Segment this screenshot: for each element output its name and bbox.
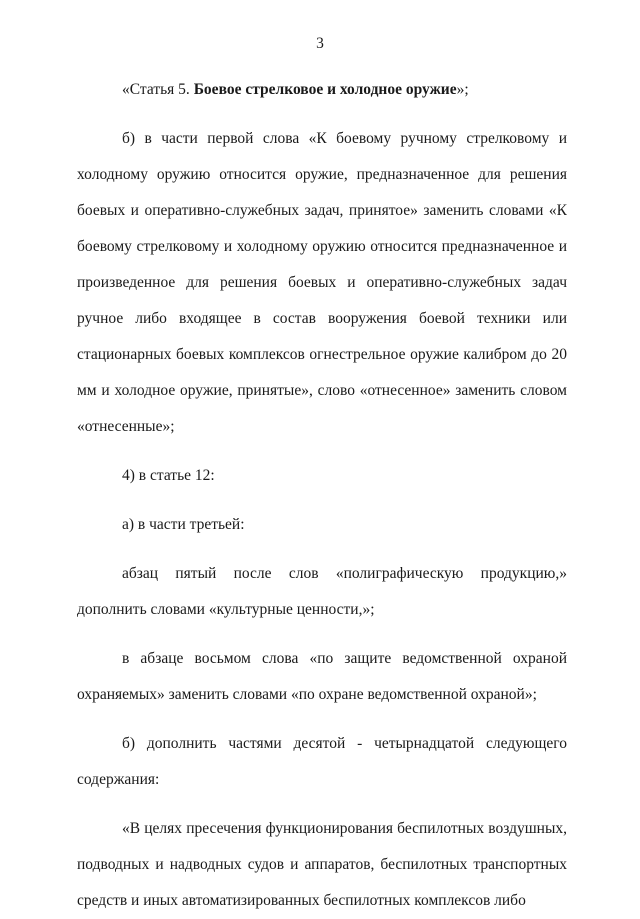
paragraph-b-part-one: б) в части первой слова «К боевому ручному стрелковому и холодному оружию относится оружие, предназначенное для решения боевых и оперативно-служебных задач, принятое» заменить словами «К боевому стрелковому и холодному оружию относится предназначенное и произведенное для решения боевых и оперативно-служебных задач ручное либо входящее в состав вооружения боевой техники или стационарных боевых комплексов огнестрельное оружие калибром до 20 мм и холодное оружие, принятые», слово «отнесенное» заменить словом «отнесенные»; [77,130,567,435]
paragraph-article-5-title [77,72,567,108]
article-title-prefix: «Статья 5. [122,81,194,98]
paragraph-article-12: 4) в статье 12: [122,467,215,484]
paragraph-abzac-eight: в абзаце восьмом слова «по защите ведомственной охраной охраняемых» заменить словами «по охране ведомственной охраной»; [77,650,567,703]
paragraph-quoted-text: «В целях пресечения функционирования беспилотных воздушных, подводных и надводных судов и аппаратов, беспилотных транспортных средств и иных автоматизированных беспилотных комплексов либо [77,820,567,909]
paragraph-abzac-five: абзац пятый после слов «полиграфическую продукцию,» дополнить словами «культурные ценности,»; [77,565,567,618]
article-title-bold: Боевое стрелковое и холодное оружие [193,81,457,98]
document-body [77,72,567,919]
page-number: 3 [316,35,324,52]
article-title-suffix: »; [456,81,469,98]
paragraph-b-add-parts: б) дополнить частями десятой - четырнадцатой следующего содержания: [77,735,567,788]
paragraph-a-part-three: а) в части третьей: [122,516,245,533]
